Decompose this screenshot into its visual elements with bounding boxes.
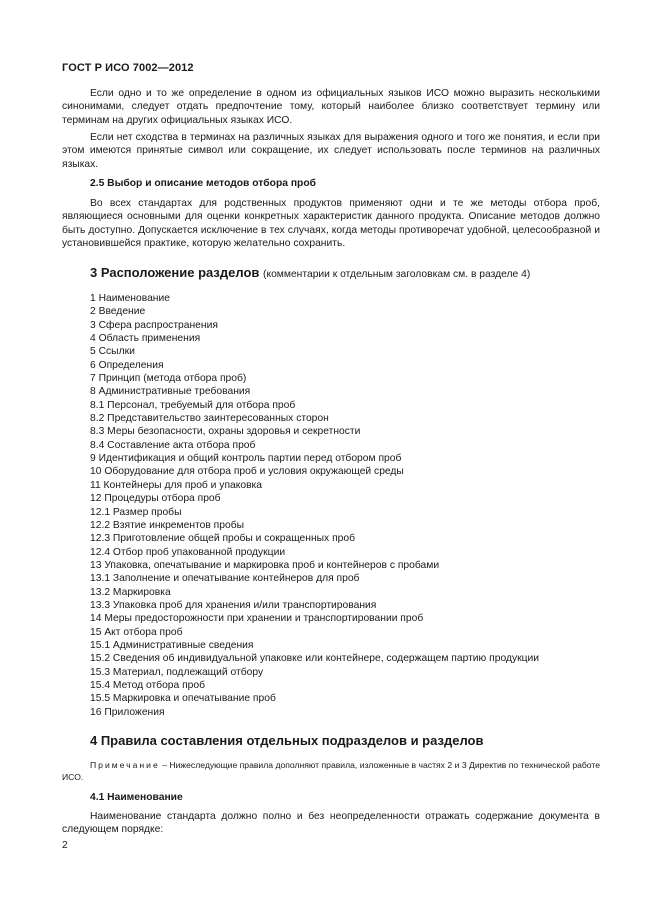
paragraph-text: Наименование стандарта должно полно и без неопределенности отражать содержание документа в следующем порядке: <box>62 811 600 836</box>
list-item: 15.5 Маркировка и опечатывание проб <box>90 693 276 705</box>
list-item: 15.2 Сведения об индивидуальной упаковке или контейнере, содержащем партию продукции <box>90 653 540 665</box>
list-item: 12.2 Взятие инкрементов пробы <box>90 519 244 531</box>
list-item: 12.3 Приготовление общей пробы и сокращенных проб <box>90 533 355 545</box>
list-item: 8.4 Составление акта отбора проб <box>90 439 256 451</box>
list-item: 8.3 Меры безопасности, охраны здоровья и секретности <box>90 426 361 438</box>
list-item: 12.4 Отбор проб упакованной продукции <box>90 546 286 558</box>
page-number: 2 <box>62 840 68 851</box>
paragraph-title-rules <box>62 810 600 837</box>
list-item: 8.2 Представительство заинтересованных сторон <box>90 413 329 425</box>
list-item: 5 Ссылки <box>90 346 135 358</box>
list-item: 13.2 Маркировка <box>90 586 171 598</box>
section-heading-comment: (комментарии к отдельным заголовкам см. в разделе 4) <box>263 269 531 280</box>
list-item: 8 Административные требования <box>90 386 251 398</box>
list-item: 12 Процедуры отбора проб <box>90 493 221 505</box>
note-text: – Нижеследующие правила дополняют правила, изложенные в частях 2 и 3 Директив по технической работе ИСО. <box>62 760 601 782</box>
note-label: Примечание <box>90 760 160 770</box>
sections-list <box>90 292 539 719</box>
list-item: 15.4 Метод отбора проб <box>90 679 206 691</box>
list-item: 11 Контейнеры для проб и упаковка <box>90 479 263 491</box>
list-item: 8.1 Персонал, требуемый для отбора проб <box>90 399 296 411</box>
list-item: 15.3 Материал, подлежащий отбору <box>90 666 264 678</box>
note <box>62 759 600 783</box>
list-item: 7 Принцип (метода отбора проб) <box>90 373 247 385</box>
list-item: 6 Определения <box>90 359 164 371</box>
list-item: 2 Введение <box>90 306 146 318</box>
paragraph-symbols <box>62 131 600 171</box>
paragraph-text: Если одно и то же определение в одном из официальных языков ИСО можно выразить несколькими синонимами, следует отдать предпочтение тому, который наиболее близко соответствует термину или терминам на других официальных языках ИСО. <box>62 88 600 126</box>
list-item: 15 Акт отбора проб <box>90 626 183 638</box>
list-item: 13.1 Заполнение и опечатывание контейнеров для проб <box>90 573 360 585</box>
paragraph-synonyms <box>62 87 600 127</box>
section-heading-4: 4 Правила составления отдельных подразделов и разделов <box>90 733 484 748</box>
list-item: 9 Идентификация и общий контроль партии перед отбором проб <box>90 453 402 465</box>
list-item: 3 Сфера распространения <box>90 319 218 331</box>
list-item: 16 Приложения <box>90 706 165 718</box>
subsection-heading-2-5: 2.5 Выбор и описание методов отбора проб <box>90 178 316 189</box>
subsection-heading-4-1: 4.1 Наименование <box>90 792 183 803</box>
paragraph-text: Во всех стандартах для родственных продуктов применяют одни и те же методы отбора проб, являющиеся основными для оценки конкретных характеристик данного продукта. Описание методов должно быть доступно. Допускается исключение в тех случаях, когда методы противоречат удобной, целесообразной и установившейся практике, которую желательно сохранить. <box>62 198 600 250</box>
list-item: 15.1 Административные сведения <box>90 639 254 651</box>
paragraph-text: Если нет сходства в терминах на различных языках для выражения одного и того же понятия, и если при этом имеются принятые символ или сокращение, их следует использовать после терминов на различных языках. <box>62 132 600 170</box>
list-item: 1 Наименование <box>90 293 170 304</box>
list-item: 10 Оборудование для отбора проб и условия окружающей среды <box>90 466 404 478</box>
list-item: 13 Упаковка, опечатывание и маркировка проб и контейнеров с пробами <box>90 559 440 571</box>
document-header: ГОСТ Р ИСО 7002—2012 <box>62 62 194 74</box>
section-heading-3 <box>90 265 530 280</box>
list-item: 12.1 Размер пробы <box>90 506 182 518</box>
paragraph-sampling-methods <box>62 197 600 251</box>
list-item: 13.3 Упаковка проб для хранения и/или транспортирования <box>90 599 377 611</box>
list-item: 14 Меры предосторожности при хранении и транспортировании проб <box>90 613 424 625</box>
section-heading-title: 3 Расположение разделов <box>90 265 260 280</box>
list-item: 4 Область применения <box>90 333 201 345</box>
